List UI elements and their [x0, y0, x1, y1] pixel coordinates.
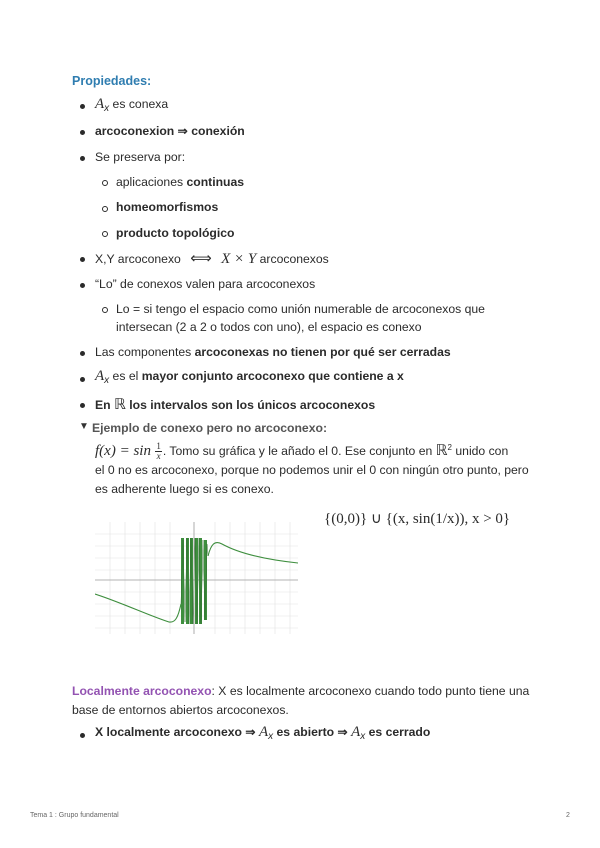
bullet-text: Las componentes: [95, 345, 195, 359]
localmente-line2: base de entornos abiertos arcoconexos.: [72, 703, 289, 717]
math-sub-x: x: [268, 731, 274, 742]
math-sub-x: x: [104, 375, 110, 386]
sub-bullet-circle: [102, 231, 108, 237]
math-a: A: [95, 96, 105, 112]
section-heading-propiedades: Propiedades:: [72, 74, 152, 88]
bullet-bold: arcoconexas no tienen por qué ser cerradas: [194, 345, 451, 359]
bullet-xy-arcoconexo: [95, 249, 329, 268]
bullet-ax-conexa: [95, 96, 168, 114]
localmente-label: Localmente arcoconexo: [72, 684, 212, 698]
bullet-dot: [80, 257, 85, 262]
bullet-text: En: [95, 398, 114, 412]
toggle-triangle-icon[interactable]: ▼: [79, 421, 89, 432]
bullet-dot: [80, 156, 85, 161]
example-line1: [95, 441, 508, 461]
math-xy: X × Y: [221, 251, 257, 267]
example-text: . Tomo su gráfica y le añado el 0. Ese conjunto en: [162, 444, 436, 458]
bullet-bold: X localmente arcoconexo ⇒: [95, 725, 259, 739]
bullet-lo-conexos: “Lo” de conexos valen para arcoconexos: [95, 277, 316, 291]
math-sup-2: 2: [447, 442, 452, 452]
bullet-dot: [80, 733, 85, 738]
bullet-dot: [80, 283, 85, 288]
example-line3: es adherente luego si es conexo.: [95, 482, 274, 496]
set-formula: {(0,0)} ∪ {(x, sin(1/x)), x > 0}: [324, 511, 511, 527]
math-real-R: ℝ: [113, 397, 126, 413]
bullet-text: es conexa: [109, 97, 169, 111]
bullet-se-preserva: Se preserva por:: [95, 150, 186, 164]
sub-bullet-circle: [102, 307, 108, 313]
bullet-text: arcoconexos: [259, 252, 329, 266]
sub-bullet-producto: producto topológico: [116, 226, 235, 240]
math-a: A: [258, 724, 269, 740]
sin-graph-image: [95, 522, 298, 634]
sub-bullet-circle: [102, 180, 108, 186]
iff-symbol: ⟺: [190, 251, 212, 267]
sub-bullet-text: aplicaciones: [116, 175, 187, 189]
math-sub-x: x: [360, 731, 366, 742]
math-sub-x: x: [104, 103, 110, 114]
bullet-componentes: [95, 345, 451, 359]
math-a: A: [95, 368, 105, 384]
math-a: A: [351, 724, 361, 740]
bullet-dot: [80, 104, 85, 109]
bullet-dot: [80, 403, 85, 408]
sub-bullet-lo-line2: intersecan (2 a 2 o todos con uno), el espacio es conexo: [116, 320, 422, 334]
example-text: unido con: [452, 444, 509, 458]
fraction-den: x: [156, 451, 161, 462]
bullet-text: X,Y arcoconexo: [95, 252, 181, 266]
bullet-dot: [80, 377, 85, 382]
bullet-mayor-conjunto: [95, 368, 404, 386]
localmente-text: : X es localmente arcoconexo cuando todo punto tiene una: [211, 684, 530, 698]
bullet-intervalos: [95, 395, 375, 414]
sub-bullet-bold: continuas: [186, 175, 245, 189]
sub-bullet-homeomorfismos: homeomorfismos: [116, 200, 219, 214]
example-line2: el 0 no es arcoconexo, porque no podemos unir el 0 con ningún otro punto, pero: [95, 463, 529, 477]
bullet-bold: es abierto ⇒: [273, 725, 352, 739]
sub-bullet-continuas: [116, 175, 244, 189]
math-fraction: [155, 442, 162, 461]
bullet-text: es el: [109, 369, 142, 383]
sub-bullet-circle: [102, 206, 108, 212]
sub-bullet-lo-line1: Lo = si tengo el espacio como unión numerable de arcoconexos que: [116, 302, 485, 316]
bullet-arcoconexion-conexion: arcoconexion ⇒ conexión: [95, 124, 245, 138]
math-real-R2: ℝ: [435, 443, 448, 459]
bullet-dot: [80, 130, 85, 135]
toggle-ejemplo[interactable]: Ejemplo de conexo pero no arcoconexo:: [92, 421, 327, 435]
footer-page-number: 2: [566, 812, 570, 819]
fraction-num: 1: [156, 441, 161, 452]
math-formula-f: f(x) = sin: [95, 443, 151, 459]
bullet-localmente-implica: [95, 724, 430, 742]
bullet-bold: los intervalos son los únicos arcoconexos: [125, 398, 376, 412]
bullet-dot: [80, 351, 85, 356]
localmente-line1: [72, 684, 529, 698]
bullet-bold: mayor conjunto arcoconexo que contiene a x: [141, 369, 404, 383]
footer-left: Tema 1 : Grupo fundamental: [30, 812, 119, 819]
bullet-bold: es cerrado: [365, 725, 431, 739]
